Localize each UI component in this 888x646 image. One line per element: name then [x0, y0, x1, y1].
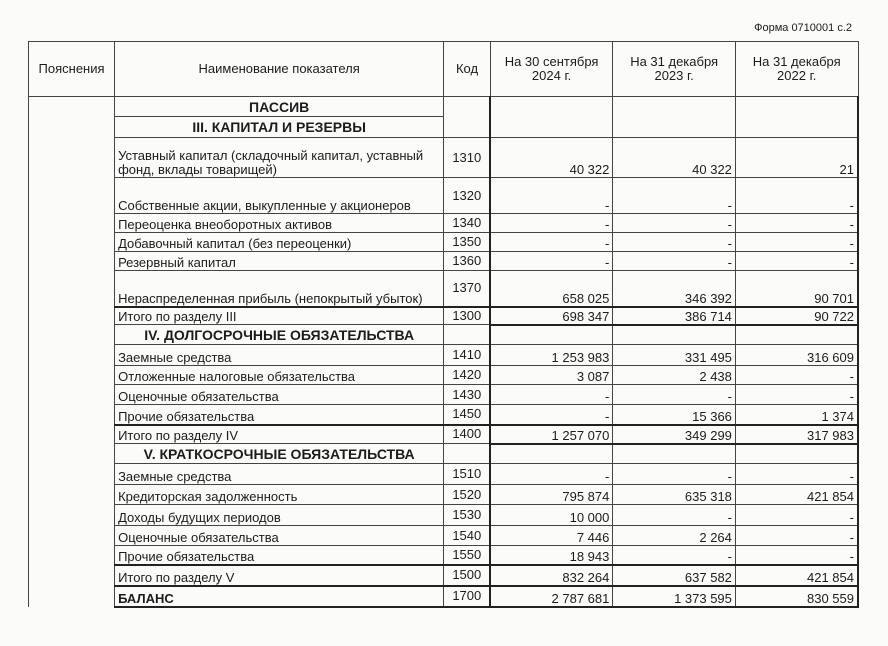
- value-2022-cell: 421 854: [735, 485, 858, 505]
- value-2024-cell: [490, 117, 613, 138]
- value-2023-cell: 2 438: [613, 366, 736, 385]
- value-2023-cell: 15 366: [613, 405, 736, 425]
- value-2022-cell: -: [735, 546, 858, 565]
- indicator-name-cell: V. КРАТКОСРОЧНЫЕ ОБЯЗАТЕЛЬСТВА: [115, 444, 444, 464]
- section-total-row: [29, 307, 859, 325]
- value-2022-cell: -: [735, 233, 858, 252]
- header-col1: На 30 сентября 2024 г.: [490, 42, 613, 97]
- table-row: [29, 345, 859, 366]
- explanation-cell: [29, 97, 115, 117]
- section-total-row: [29, 565, 859, 586]
- code-cell: 1350: [444, 233, 491, 252]
- code-cell: 1400: [444, 425, 491, 444]
- code-cell: 1530: [444, 505, 491, 526]
- table-row: [29, 138, 859, 178]
- explanation-cell: [29, 444, 115, 464]
- indicator-name-cell: Резервный капитал: [115, 252, 444, 271]
- value-2022-cell: 21: [735, 138, 858, 178]
- value-2023-cell: [613, 444, 736, 464]
- value-2024-cell: -: [490, 464, 613, 485]
- value-2023-cell: [613, 117, 736, 138]
- explanation-cell: [29, 464, 115, 485]
- value-2024-cell: -: [490, 214, 613, 233]
- code-cell: 1300: [444, 307, 491, 325]
- table-row: [29, 526, 859, 546]
- value-2022-cell: [735, 325, 858, 345]
- explanation-cell: [29, 405, 115, 425]
- code-cell: 1360: [444, 252, 491, 271]
- indicator-name-cell: Отложенные налоговые обязательства: [115, 366, 444, 385]
- table-row: [29, 252, 859, 271]
- code-cell: 1550: [444, 546, 491, 565]
- table-row: [29, 233, 859, 252]
- value-2024-cell: [490, 325, 613, 345]
- explanation-cell: [29, 586, 115, 607]
- indicator-name-cell: БАЛАНС: [115, 586, 444, 607]
- code-cell: 1410: [444, 345, 491, 366]
- value-2023-cell: -: [613, 385, 736, 405]
- header-explanations: Пояснения: [29, 42, 115, 97]
- value-2024-cell: -: [490, 178, 613, 214]
- indicator-name-cell: Доходы будущих периодов: [115, 505, 444, 526]
- balance-sheet-table: [28, 41, 859, 608]
- value-2023-cell: 386 714: [613, 307, 736, 325]
- explanation-cell: [29, 546, 115, 565]
- table-row: [29, 385, 859, 405]
- value-2023-cell: -: [613, 178, 736, 214]
- value-2023-cell: -: [613, 252, 736, 271]
- code-cell: 1540: [444, 526, 491, 546]
- indicator-name-cell: Заемные средства: [115, 345, 444, 366]
- explanation-cell: [29, 345, 115, 366]
- section-header-row: [29, 444, 859, 464]
- code-cell: 1450: [444, 405, 491, 425]
- indicator-name-cell: Итого по разделу IV: [115, 425, 444, 444]
- indicator-name-cell: Кредиторская задолженность: [115, 485, 444, 505]
- value-2024-cell: [490, 444, 613, 464]
- value-2024-cell: 40 322: [490, 138, 613, 178]
- section-header-row: [29, 97, 859, 117]
- value-2023-cell: 635 318: [613, 485, 736, 505]
- explanation-cell: [29, 233, 115, 252]
- indicator-name-cell: Заемные средства: [115, 464, 444, 485]
- explanation-cell: [29, 271, 115, 307]
- value-2023-cell: 40 322: [613, 138, 736, 178]
- value-2022-cell: 830 559: [735, 586, 858, 607]
- value-2022-cell: -: [735, 366, 858, 385]
- header-row: [29, 42, 859, 97]
- indicator-name-cell: Прочие обязательства: [115, 546, 444, 565]
- value-2022-cell: -: [735, 505, 858, 526]
- value-2023-cell: -: [613, 546, 736, 565]
- code-cell: 1520: [444, 485, 491, 505]
- value-2022-cell: 421 854: [735, 565, 858, 586]
- value-2024-cell: 3 087: [490, 366, 613, 385]
- indicator-name-cell: Итого по разделу III: [115, 307, 444, 325]
- value-2023-cell: -: [613, 464, 736, 485]
- explanation-cell: [29, 252, 115, 271]
- table-row: [29, 546, 859, 565]
- indicator-name-cell: Итого по разделу V: [115, 565, 444, 586]
- indicator-name-cell: ПАССИВ: [115, 97, 444, 117]
- explanation-cell: [29, 565, 115, 586]
- value-2022-cell: -: [735, 526, 858, 546]
- form-number: Форма 0710001 с.2: [754, 22, 852, 34]
- table-row: [29, 464, 859, 485]
- value-2024-cell: 2 787 681: [490, 586, 613, 607]
- code-cell: 1700: [444, 586, 491, 607]
- table-row: [29, 214, 859, 233]
- table-row: [29, 178, 859, 214]
- code-cell: [444, 97, 491, 117]
- value-2024-cell: [490, 97, 613, 117]
- value-2024-cell: -: [490, 405, 613, 425]
- value-2022-cell: -: [735, 464, 858, 485]
- value-2022-cell: [735, 97, 858, 117]
- table-row: [29, 271, 859, 307]
- explanation-cell: [29, 485, 115, 505]
- value-2022-cell: -: [735, 214, 858, 233]
- header-indicator: Наименование показателя: [115, 42, 444, 97]
- indicator-name-cell: Добавочный капитал (без переоценки): [115, 233, 444, 252]
- explanation-cell: [29, 425, 115, 444]
- value-2024-cell: 1 253 983: [490, 345, 613, 366]
- explanation-cell: [29, 385, 115, 405]
- value-2024-cell: 658 025: [490, 271, 613, 307]
- value-2022-cell: 90 701: [735, 271, 858, 307]
- section-total-row: [29, 425, 859, 444]
- header-col3: На 31 декабря 2022 г.: [735, 42, 858, 97]
- value-2022-cell: 90 722: [735, 307, 858, 325]
- value-2022-cell: [735, 444, 858, 464]
- value-2023-cell: 2 264: [613, 526, 736, 546]
- indicator-name-cell: Переоценка внеоборотных активов: [115, 214, 444, 233]
- table-row: [29, 366, 859, 385]
- value-2024-cell: 10 000: [490, 505, 613, 526]
- code-cell: [444, 444, 491, 464]
- explanation-cell: [29, 178, 115, 214]
- explanation-cell: [29, 325, 115, 345]
- explanation-cell: [29, 214, 115, 233]
- section-header-row: [29, 325, 859, 345]
- value-2023-cell: 346 392: [613, 271, 736, 307]
- value-2023-cell: [613, 325, 736, 345]
- indicator-name-cell: Прочие обязательства: [115, 405, 444, 425]
- explanation-cell: [29, 307, 115, 325]
- table-body: [29, 97, 859, 607]
- value-2024-cell: 795 874: [490, 485, 613, 505]
- value-2022-cell: -: [735, 385, 858, 405]
- indicator-name-cell: IV. ДОЛГОСРОЧНЫЕ ОБЯЗАТЕЛЬСТВА: [115, 325, 444, 345]
- value-2023-cell: 349 299: [613, 425, 736, 444]
- code-cell: 1320: [444, 178, 491, 214]
- header-col2: На 31 декабря 2023 г.: [613, 42, 736, 97]
- value-2023-cell: 331 495: [613, 345, 736, 366]
- code-cell: 1370: [444, 271, 491, 307]
- code-cell: 1430: [444, 385, 491, 405]
- value-2023-cell: 637 582: [613, 565, 736, 586]
- value-2022-cell: 1 374: [735, 405, 858, 425]
- code-cell: [444, 117, 491, 138]
- value-2022-cell: [735, 117, 858, 138]
- explanation-cell: [29, 526, 115, 546]
- value-2023-cell: -: [613, 505, 736, 526]
- table-row: [29, 405, 859, 425]
- header-code: Код: [444, 42, 491, 97]
- value-2023-cell: [613, 97, 736, 117]
- value-2023-cell: 1 373 595: [613, 586, 736, 607]
- code-cell: 1500: [444, 565, 491, 586]
- table-row: [29, 505, 859, 526]
- explanation-cell: [29, 366, 115, 385]
- value-2023-cell: -: [613, 233, 736, 252]
- value-2024-cell: 7 446: [490, 526, 613, 546]
- table-row: [29, 485, 859, 505]
- value-2024-cell: 1 257 070: [490, 425, 613, 444]
- explanation-cell: [29, 505, 115, 526]
- indicator-name-cell: Оценочные обязательства: [115, 385, 444, 405]
- indicator-name-cell: Нераспределенная прибыль (непокрытый убыток): [115, 271, 444, 307]
- indicator-name-cell: Уставный капитал (складочный капитал, уставный фонд, вклады товарищей): [115, 138, 444, 178]
- value-2022-cell: 317 983: [735, 425, 858, 444]
- value-2022-cell: 316 609: [735, 345, 858, 366]
- section-header-row: [29, 117, 859, 138]
- indicator-name-cell: III. КАПИТАЛ И РЕЗЕРВЫ: [115, 117, 444, 138]
- code-cell: 1510: [444, 464, 491, 485]
- indicator-name-cell: Оценочные обязательства: [115, 526, 444, 546]
- value-2024-cell: -: [490, 385, 613, 405]
- code-cell: 1310: [444, 138, 491, 178]
- value-2024-cell: -: [490, 233, 613, 252]
- explanation-cell: [29, 138, 115, 178]
- indicator-name-cell: Собственные акции, выкупленные у акционеров: [115, 178, 444, 214]
- value-2023-cell: -: [613, 214, 736, 233]
- code-cell: [444, 325, 491, 345]
- value-2024-cell: 698 347: [490, 307, 613, 325]
- value-2022-cell: -: [735, 178, 858, 214]
- value-2024-cell: 18 943: [490, 546, 613, 565]
- explanation-cell: [29, 117, 115, 138]
- value-2024-cell: -: [490, 252, 613, 271]
- code-cell: 1340: [444, 214, 491, 233]
- balance-row: [29, 586, 859, 607]
- code-cell: 1420: [444, 366, 491, 385]
- value-2024-cell: 832 264: [490, 565, 613, 586]
- value-2022-cell: -: [735, 252, 858, 271]
